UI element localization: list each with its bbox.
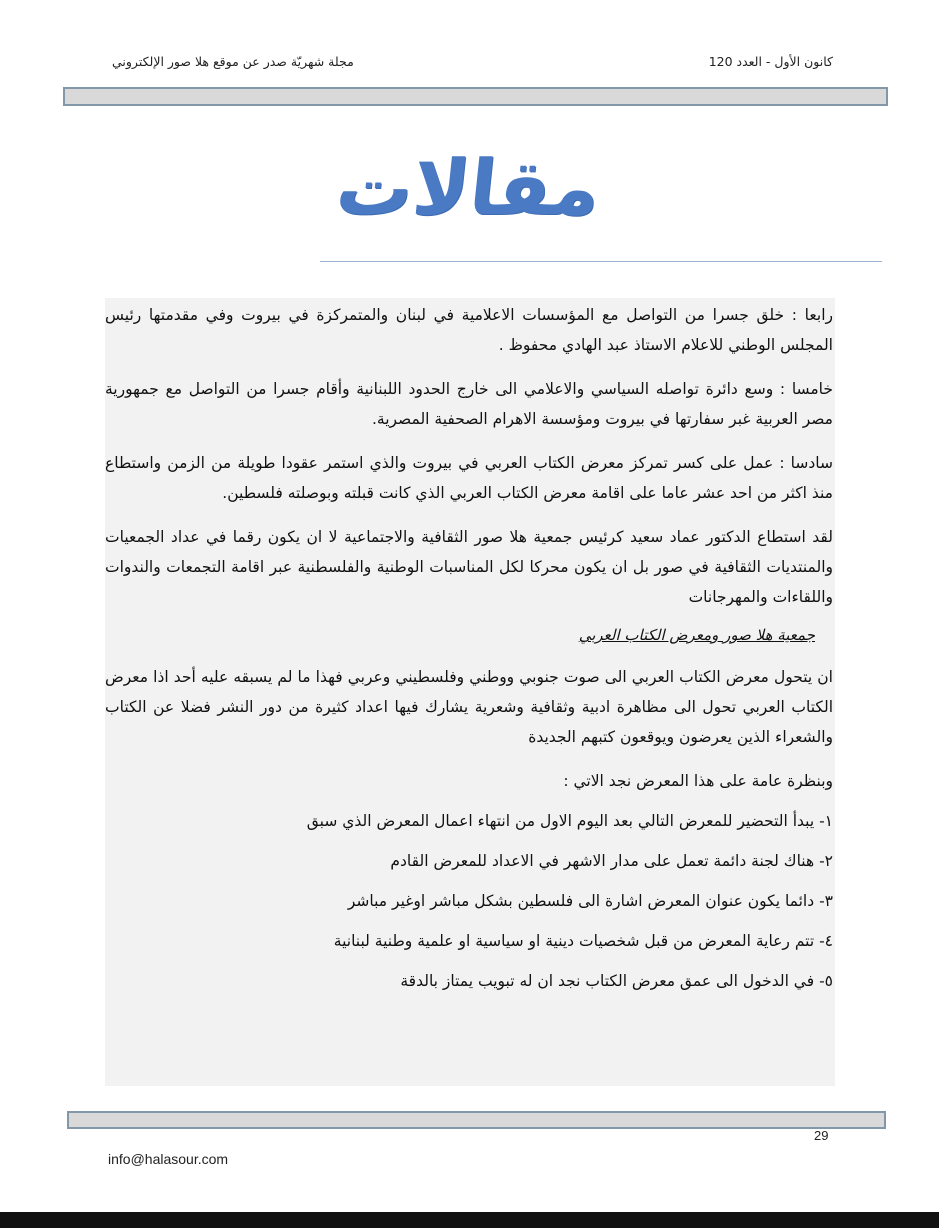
footer-email-link[interactable]: info@halasour.com	[108, 1151, 229, 1167]
list-item: ١- يبدأ التحضير للمعرض التالي بعد اليوم الاول من انتهاء اعمال المعرض الذي سبق	[306, 812, 833, 830]
list-item: ٤- تتم رعاية المعرض من قبل شخصيات دينية او سياسية او علمية وطنية لبنانية	[333, 932, 833, 950]
header-divider-bar	[63, 87, 888, 106]
article-body	[105, 300, 833, 1006]
section-title: مقالات	[332, 143, 605, 232]
title-underline-rule	[320, 261, 882, 262]
paragraph-summary: لقد استطاع الدكتور عماد سعيد كرئيس جمعية هلا صور الثقافية والاجتماعية لا ان يكون رقما في عداد الجمعيات والمنتديات الثقافية في صور بل ان يكون محركا لكل المناسبات الوطنية والفلسطنية عبر اقامة التجمعات والندوات واللقاءات والمهرجانات	[105, 528, 833, 606]
paragraph-sixth: سادسا : عمل على كسر تمركز معرض الكتاب العربي في بيروت والذي استمر عقودا طويلة من الزمن واستطاع منذ اكثر من احد عشر عاما على اقامة معرض الكتاب العربي الذي كانت قبلته وبوصلته فلسطين.	[105, 454, 833, 502]
paragraph-fourth: رابعا : خلق جسرا من التواصل مع المؤسسات الاعلامية في لبنان والمتمركزة في بيروت وفي مقدمتها رئيس المجلس الوطني للاعلام الاستاذ عبد الهادي محفوظ .	[105, 306, 833, 354]
header-issue: كانون الأول - العدد 120	[708, 54, 833, 69]
subheading: جمعية هلا صور ومعرض الكتاب العربي	[578, 626, 815, 644]
list-item: ٢- هناك لجنة دائمة تعمل على مدار الاشهر في الاعداد للمعرض القادم	[390, 852, 833, 870]
list-intro: وبنظرة عامة على هذا المعرض نجد الاتي :	[563, 772, 833, 790]
page-number: 29	[814, 1128, 829, 1143]
footer-divider-bar	[67, 1111, 886, 1129]
bottom-edge-strip	[0, 1212, 939, 1228]
list-item: ٥- في الدخول الى عمق معرض الكتاب نجد ان له تبويب يمتاز بالدقة	[400, 972, 833, 990]
list-item: ٣- دائما يكون عنوان المعرض اشارة الى فلسطين بشكل مباشر اوغير مباشر	[347, 892, 833, 910]
paragraph-book-fair: ان يتحول معرض الكتاب العربي الى صوت جنوبي ووطني وفلسطيني وعربي فهذا ما لم يسبقه عليه أحد اذا معرض الكتاب العربي تحول الى مظاهرة ادبية وثقافية وشعرية يشارك فيها اعداد كثيرة من دور النشر فضلا عن الكتاب والشعراء الذين يعرضون ويوقعون كتبهم الجديدة	[105, 668, 833, 746]
header-magazine: مجلة شهريّة صدر عن موقع هلا صور الإلكتروني	[112, 54, 354, 69]
paragraph-fifth: خامسا : وسع دائرة تواصله السياسي والاعلامي الى خارج الحدود اللبنانية وأقام جسرا من التواصل مع جمهورية مصر العربية غبر سفارتها في بيروت ومؤسسة الاهرام الصحفية المصرية.	[105, 380, 833, 428]
